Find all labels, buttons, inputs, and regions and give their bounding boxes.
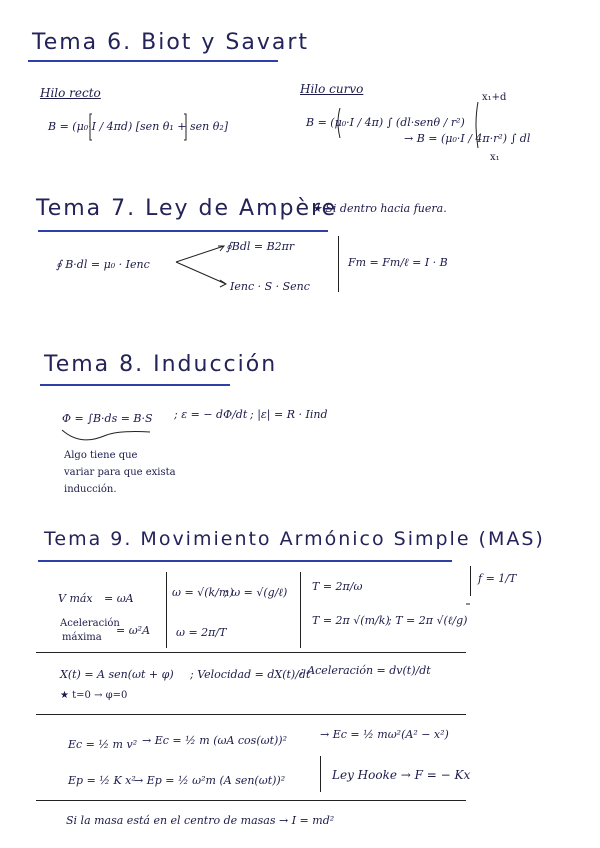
tema7-note: ★ Si dentro hacia fuera. xyxy=(312,202,447,215)
hilo-curvo-formula-a: B = (μ₀·I / 4π) ∫ (dl·senθ / r²) xyxy=(306,116,465,129)
ampere-main: ∮ B·dl = μ₀ · Ienc xyxy=(56,258,150,271)
tema8-note-line-1: Algo tiene que xyxy=(64,450,138,461)
amax-value: = ω²A xyxy=(116,624,151,637)
omega-pendulum: ; ω = √(g/ℓ) xyxy=(224,586,288,599)
ec-amplitude: → Ec = ½ mω²(A² − x²) xyxy=(320,728,449,741)
tema9-rule-3 xyxy=(36,800,466,801)
tema9-divider-2 xyxy=(300,572,301,648)
tema6-underline xyxy=(28,60,278,62)
hilo-curvo-limit-bottom: x₁ xyxy=(490,152,500,163)
footer-note: Si la masa está en el centro de masas → I = md² xyxy=(66,814,335,827)
ec-basic: Ec = ½ m v² xyxy=(68,738,138,751)
velocity-equation: ; Velocidad = dX(t)/dt xyxy=(190,668,311,681)
tema8-note-line-3: inducción. xyxy=(64,484,117,495)
hooke-law: Ley Hooke → F = − Kx xyxy=(332,768,471,782)
hilo-recto-label: Hilo recto xyxy=(40,86,101,100)
ampere-force: Fm = Fm/ℓ = I · B xyxy=(348,256,448,269)
ep-basic: Ep = ½ K x² xyxy=(68,774,136,787)
period-pendulum: ; T = 2π √(ℓ/g) xyxy=(388,614,468,627)
tema7-underline xyxy=(38,230,328,232)
initial-condition: ★ t=0 → φ=0 xyxy=(60,690,128,701)
tema8-underline xyxy=(40,384,230,386)
hilo-recto-formula: B = (μ₀·I / 4πd) [sen θ₁ + sen θ₂] xyxy=(48,120,229,133)
hooke-divider xyxy=(320,756,321,792)
tema9-underline xyxy=(38,560,452,562)
period-omega: T = 2π/ω xyxy=(312,580,363,593)
tema9-divider-3 xyxy=(470,566,471,596)
vmax-value: = ωA xyxy=(104,592,134,605)
tema7-title: Tema 7. Ley de Ampère xyxy=(36,196,338,221)
omega-spring: ω = √(k/m) xyxy=(172,586,234,599)
induced-current-formula: ; |ε| = R · Iind xyxy=(250,408,328,421)
hilo-curvo-formula-b: → B = (μ₀·I / 4π·r²) ∫ dl xyxy=(404,132,531,145)
flux-formula: Φ = ∫B·ds = B·S xyxy=(62,412,153,425)
tema7-divider xyxy=(338,236,339,292)
tema9-rule-1 xyxy=(36,652,466,653)
period-spring: T = 2π √(m/k) xyxy=(312,614,390,627)
frequency: f = 1/T xyxy=(478,572,517,585)
vmax-label: V máx xyxy=(58,592,93,605)
tema9-title: Tema 9. Movimiento Armónico Simple (MAS) xyxy=(44,528,545,550)
hilo-curvo-label: Hilo curvo xyxy=(300,82,364,96)
omega-period: ω = 2π/T xyxy=(176,626,227,639)
amax-label-1: Aceleración xyxy=(60,618,120,629)
tema9-divider-1 xyxy=(166,572,167,648)
tema6-title: Tema 6. Biot y Savart xyxy=(32,30,310,55)
amax-label-2: máxima xyxy=(62,632,102,643)
ep-expanded: → Ep = ½ ω²m (A sen(ωt))² xyxy=(134,774,286,787)
ec-expanded: → Ec = ½ m (ωA cos(ωt))² xyxy=(142,734,288,747)
ampere-branch-bottom: Ienc · S · Senc xyxy=(230,280,310,293)
acceleration-equation: ; Aceleración = dv(t)/dt xyxy=(300,664,431,677)
tema9-rule-2 xyxy=(36,714,466,715)
tema8-title: Tema 8. Inducción xyxy=(44,352,278,377)
position-equation: X(t) = A sen(ωt + φ) xyxy=(60,668,174,681)
hilo-curvo-limit-top: x₁+d xyxy=(482,92,507,103)
emf-formula: ; ε = − dΦ/dt xyxy=(174,408,248,421)
ampere-branch-top: ∮Bdl = B2πr xyxy=(226,240,295,253)
tema8-note-line-2: variar para que exista xyxy=(64,467,176,478)
